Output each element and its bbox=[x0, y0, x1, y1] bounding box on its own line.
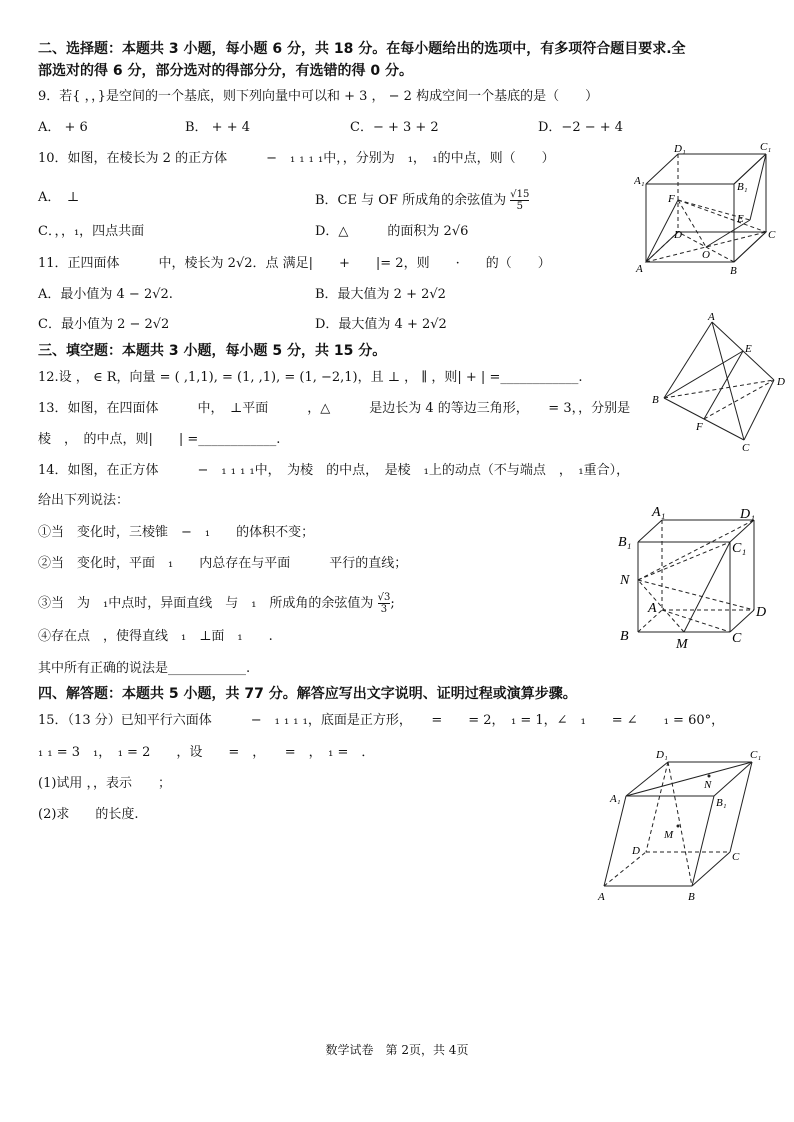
q15-line1: 15．（13 分）已知平行六面体 − ₁ ₁ ₁ ₁，底面是正方形， = = 2， ₁ = 1，∠ ₁ = ∠ ₁ = 60°， bbox=[38, 713, 725, 728]
fig3-label-D1: D₁ bbox=[740, 507, 755, 522]
fig4-label-D1: D₁ bbox=[656, 749, 668, 761]
q14-statement-1: ①当 变化时，三棱锥 − ₁ 的体积不变； bbox=[38, 525, 315, 540]
q9-option-b: B． + + 4 bbox=[185, 120, 251, 135]
q9-option-c: C．− + 3 + 2 bbox=[350, 120, 439, 135]
q9-stem: 9．若{ ，，}是空间的一个基底，则下列向量中可以和 + 3 ， − 2 构成空间一个基底的是（ ） bbox=[38, 89, 599, 104]
fig2-label-B: B bbox=[652, 394, 659, 406]
fig1-label-A1: A₁ bbox=[634, 175, 645, 187]
fig1-label-B: B bbox=[730, 265, 737, 277]
fig3-label-D: D bbox=[756, 605, 767, 620]
q11-option-a: A．最小值为 4 − 2√2. bbox=[38, 287, 173, 302]
q14-statement-4: ④存在点 ，使得直线 ₁ ⊥面 ₁ . bbox=[38, 629, 273, 644]
fig4-label-N: N bbox=[704, 779, 712, 791]
q10-option-b: B．CE 与 OF 所成角的余弦值为 $\frac{√15}{5}$ bbox=[315, 189, 530, 212]
fig3-label-C1: C₁ bbox=[732, 541, 747, 556]
q10-option-a: A． ⊥ bbox=[38, 190, 80, 205]
fig1-label-C1: C₁ bbox=[760, 141, 772, 153]
cube-figure-q14 bbox=[614, 500, 784, 655]
q14-line2: 给出下列说法： bbox=[38, 493, 130, 508]
fig2-label-F: F bbox=[696, 421, 703, 433]
fig3-label-C: C bbox=[732, 631, 742, 646]
q10-option-c: C．，，₁，四点共面 bbox=[38, 224, 145, 239]
fig4-label-B1: B₁ bbox=[716, 797, 727, 809]
parallelepiped-figure-q15 bbox=[596, 742, 776, 907]
q9-option-d: D．−2 − + 4 bbox=[538, 120, 624, 135]
fig3-label-M: M bbox=[676, 637, 688, 652]
q13-line2: 棱 ， 的中点，则| | =____________. bbox=[38, 432, 281, 447]
fig3-label-B: B bbox=[620, 629, 629, 644]
fig2-label-E: E bbox=[745, 343, 752, 355]
tetrahedron-figure-q13 bbox=[644, 310, 794, 455]
q10-stem: 10．如图，在棱长为 2 的正方体 − ₁ ₁ ₁ ₁中，，分别为 ₁， ₁的中点，则（ ） bbox=[38, 151, 555, 166]
q12-stem: 12.设 ， ∈ R，向量 = ( ,1,1), = (1, ,1), = (1, −2,1)，且 ⊥ ， ∥ ，则| + | =____________. bbox=[38, 370, 583, 385]
fig4-label-C1: C₁ bbox=[750, 749, 762, 761]
q10-option-b-numerator: √15 bbox=[510, 189, 530, 200]
q11-option-c: C．最小值为 2 − 2√2 bbox=[38, 317, 170, 332]
fig1-label-D: D bbox=[674, 229, 682, 241]
q10-option-b-denominator: 5 bbox=[516, 201, 523, 212]
fig1-label-E: E bbox=[737, 213, 744, 225]
fig1-label-F: F bbox=[668, 193, 675, 205]
fig1-label-A: A bbox=[636, 263, 643, 275]
q11-stem: 11．正四面体 中，棱长为 2√2．点 满足| + |= 2，则 · 的（ ） bbox=[38, 256, 551, 271]
fig1-label-C: C bbox=[768, 229, 776, 241]
fig4-label-C: C bbox=[732, 851, 740, 863]
fig3-label-N: N bbox=[620, 573, 630, 588]
fig3-label-B1: B₁ bbox=[618, 535, 632, 550]
q10-option-d: D．△ 的面积为 2√6 bbox=[315, 224, 469, 239]
q11-option-d: D．最大值为 4 + 2√2 bbox=[315, 317, 447, 332]
q15-part1: (1)试用 ，，表示 ； bbox=[38, 776, 172, 791]
cube-figure-q10 bbox=[634, 140, 784, 280]
fig2-label-C: C bbox=[742, 442, 750, 454]
fig2-label-D: D bbox=[777, 376, 785, 388]
fig4-label-D: D bbox=[632, 845, 640, 857]
fig3-label-A: A bbox=[648, 601, 657, 616]
fig1-label-B1: B₁ bbox=[737, 181, 748, 193]
section3-heading: 三、填空题：本题共 3 小题，每小题 5 分，共 15 分。 bbox=[38, 343, 387, 359]
fig1-label-D1: D₁ bbox=[674, 143, 686, 155]
q9-option-a: A． + 6 bbox=[38, 120, 88, 135]
q14-answer-line: 其中所有正确的说法是____________. bbox=[38, 661, 251, 676]
q14-s3-numerator: √3 bbox=[377, 592, 391, 603]
q11-option-b: B．最大值为 2 + 2√2 bbox=[315, 287, 446, 302]
fig2-label-A: A bbox=[708, 311, 715, 323]
q13-line1: 13．如图，在四面体 中， ⊥平面 ，△ 是边长为 4 的等边三角形， = 3，，分别是 bbox=[38, 401, 631, 416]
fig1-label-O: O bbox=[702, 249, 710, 261]
fig4-label-M: M bbox=[664, 829, 674, 841]
fig4-label-A: A bbox=[598, 891, 605, 903]
q14-line1: 14．如图，在正方体 − ₁ ₁ ₁ ₁中， 为棱 的中点， 是棱 ₁上的动点（不与端点 ， ₁重合）， bbox=[38, 463, 630, 478]
section2-heading-line2: 部选对的得 6 分，部分选对的得部分分，有选错的得 0 分。 bbox=[38, 63, 413, 79]
fig4-label-B: B bbox=[688, 891, 695, 903]
q15-part2: (2)求 的长度. bbox=[38, 807, 139, 822]
section4-heading: 四、解答题：本题共 5 小题，共 77 分。解答应写出文字说明、证明过程或演算步骤。 bbox=[38, 686, 577, 702]
fig4-label-A1: A₁ bbox=[610, 793, 621, 805]
q14-s3-denominator: 3 bbox=[380, 604, 388, 615]
page-footer: 数学试卷 第 2页，共 4页 bbox=[325, 1043, 469, 1057]
q15-line2: ₁ ₁ = 3 ₁， ₁ = 2 ，设 = ， = ， ₁ = ． bbox=[38, 745, 375, 760]
section2-heading-line1: 二、选择题：本题共 3 小题，每小题 6 分，共 18 分。在每小题给出的选项中，有多项符合题目要求.全 bbox=[38, 41, 686, 57]
fig3-label-A1: A₁ bbox=[652, 505, 666, 520]
q14-statement-2: ②当 变化时，平面 ₁ 内总存在与平面 平行的直线； bbox=[38, 556, 408, 571]
q14-statement-3: ③当 为 ₁中点时，异面直线 与 ₁ 所成角的余弦值为 $\frac{√3}{3}$ ; bbox=[38, 592, 395, 615]
